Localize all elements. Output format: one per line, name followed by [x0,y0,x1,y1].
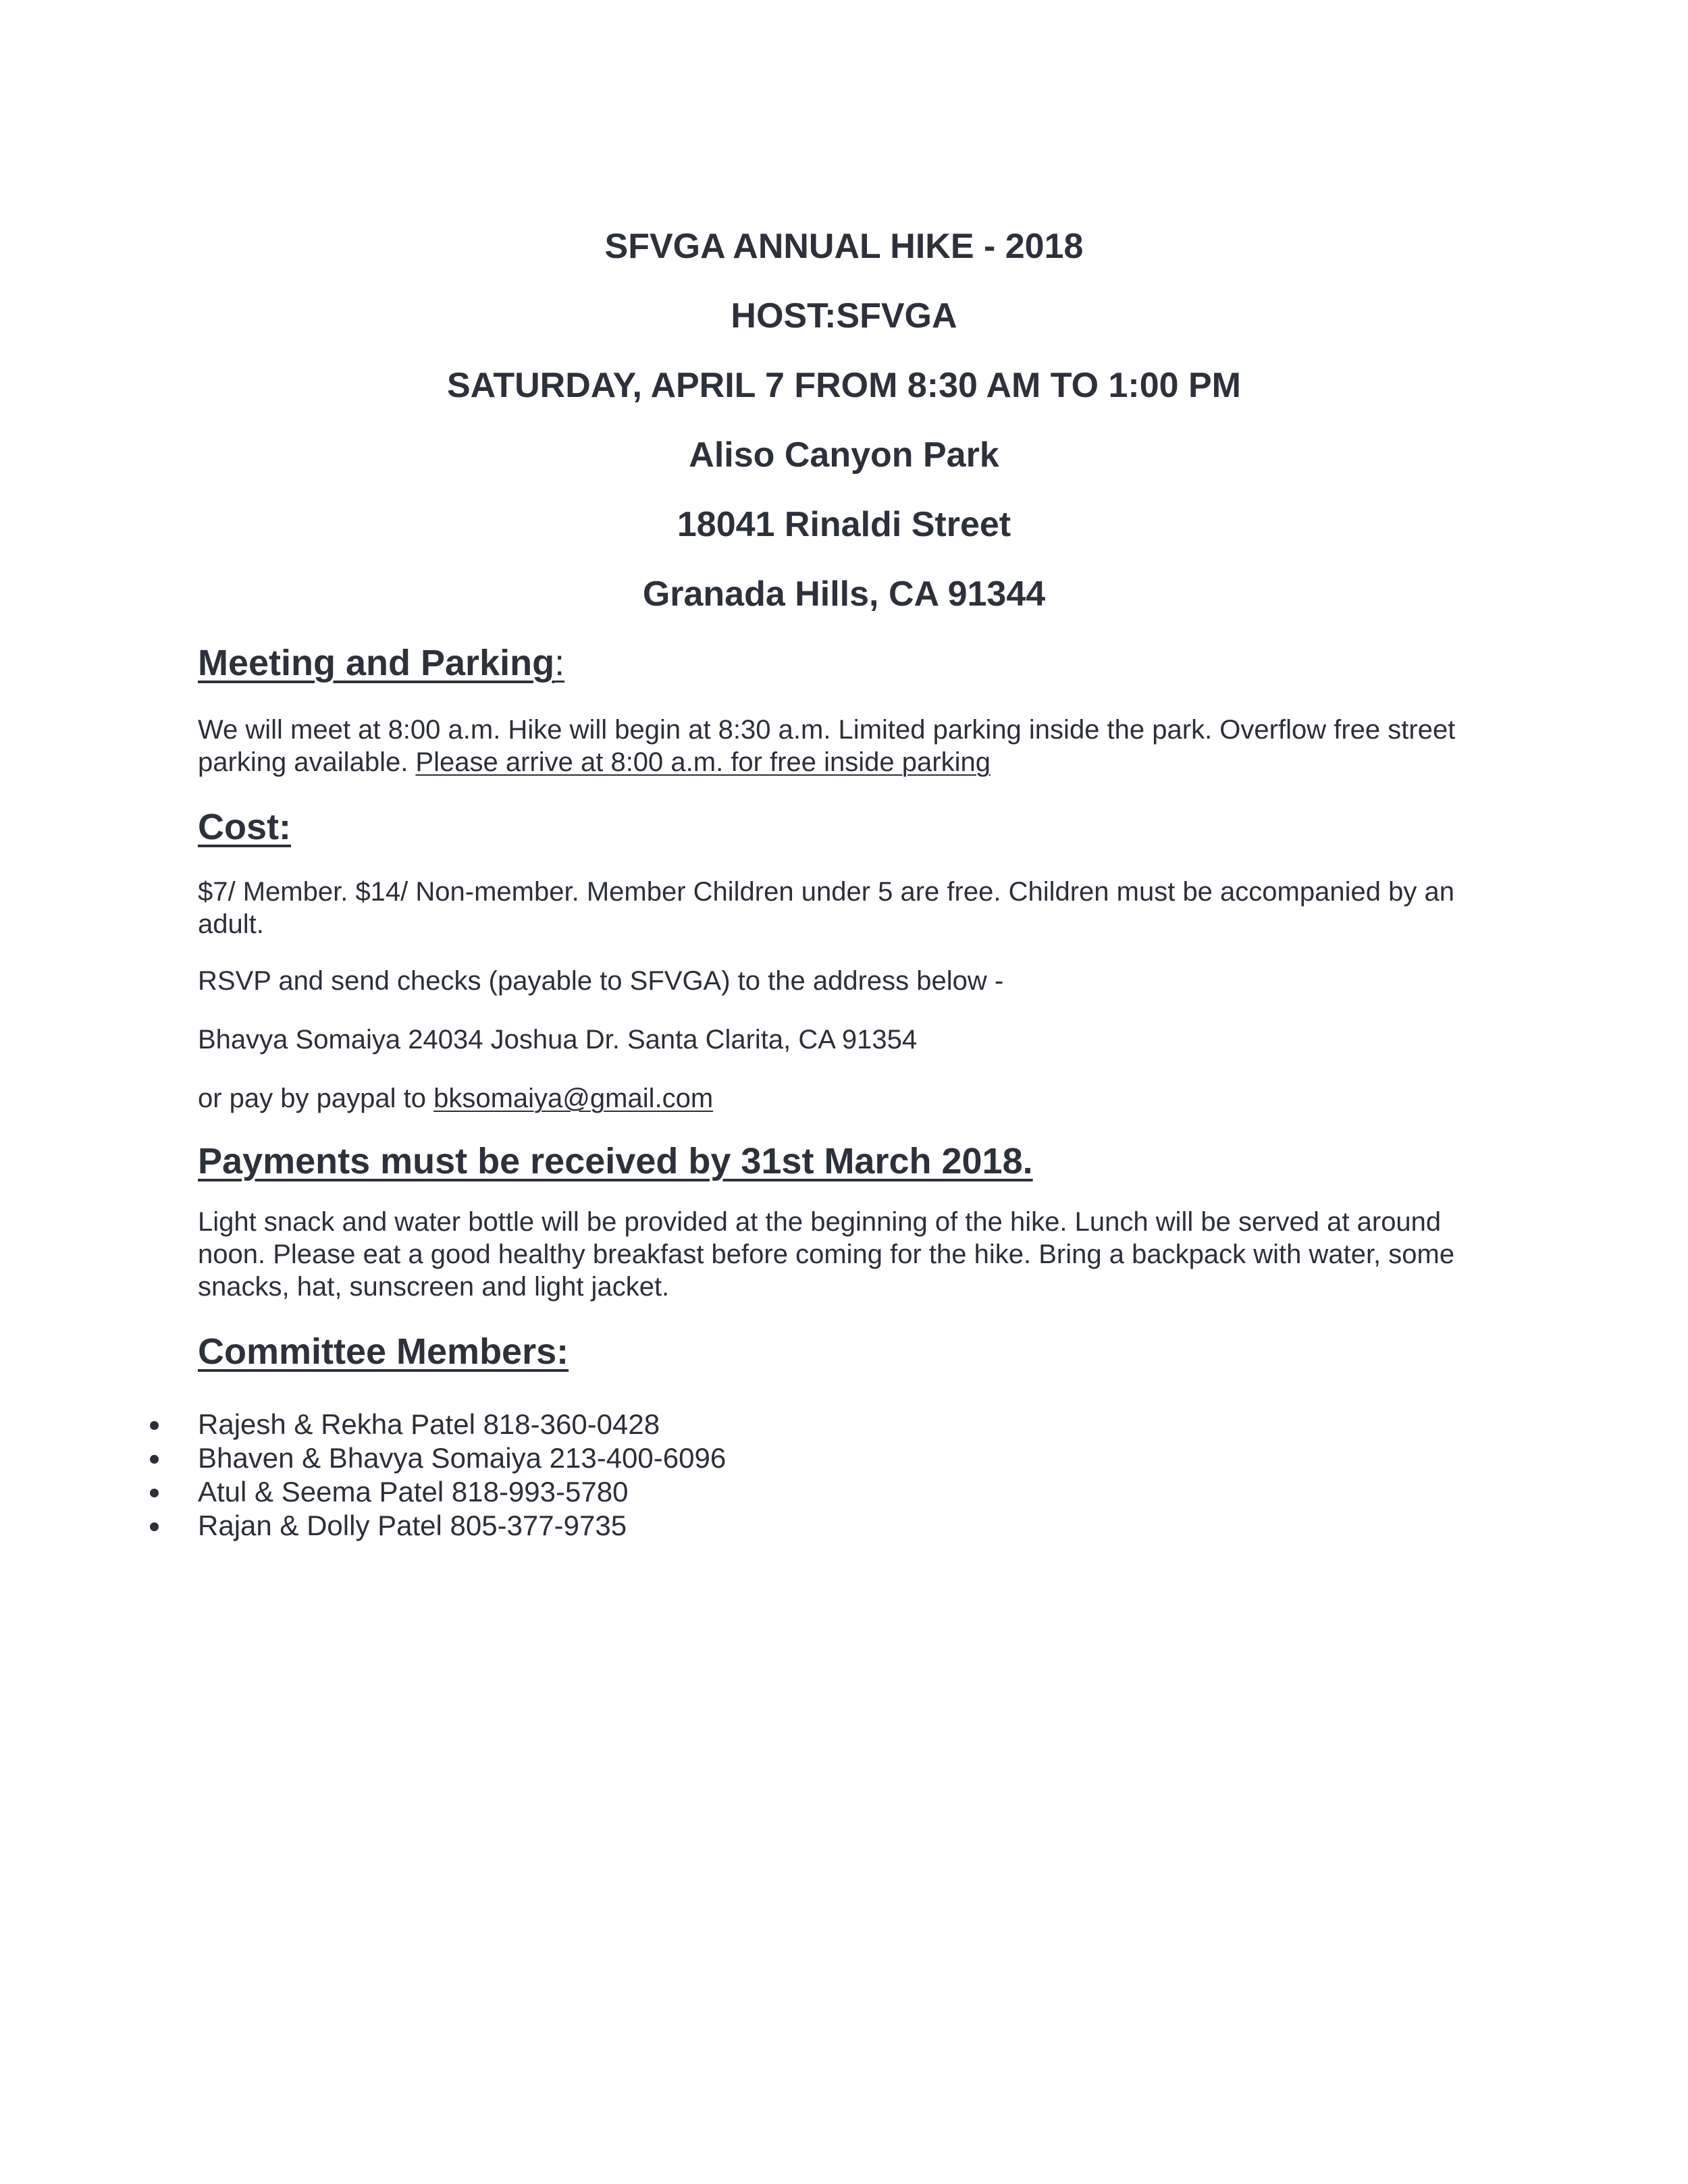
list-item [0,1441,1688,1475]
committee-member: Rajan & Dolly Patel 805-377-9735 [198,1510,627,1541]
event-street: 18041 Rinaldi Street [677,505,1011,544]
paypal-email-link[interactable]: bksomaiya@gmail.com [433,1084,714,1113]
event-city: Granada Hills, CA 91344 [642,575,1046,614]
meeting-text: We will meet at 8:00 a.m. Hike will begin at 8:30 a.m. Limited parking inside the park. Overflow free street parking available. [198,715,1456,777]
event-date-time: SATURDAY, APRIL 7 FROM 8:30 AM TO 1:00 PM [446,366,1242,405]
cost-heading [198,806,291,848]
meeting-heading-colon: : [554,643,565,683]
list-item [0,1408,1688,1441]
list-item [0,1509,1688,1543]
cost-paragraph: $7/ Member. $14/ Non-member. Member Children under 5 are free. Children must be accompanied by an adult. [198,877,1454,939]
event-host: HOST:SFVGA [731,296,957,336]
list-item [0,1475,1688,1509]
cost-heading-text: Cost: [198,807,291,847]
committee-member: Atul & Seema Patel 818-993-5780 [198,1476,629,1508]
committee-member: Bhaven & Bhavya Somaiya 213-400-6096 [198,1442,727,1474]
payments-heading [198,1140,1033,1182]
meeting-heading [198,642,564,684]
provisions-paragraph: Light snack and water bottle will be provided at the beginning of the hike. Lunch will be served at around noon. Please eat a good healthy breakfast before coming for the hike. Bring a backpack with water, some snacks, hat, sunscreen and light jacket. [198,1207,1455,1302]
meeting-heading-text: Meeting and Parking [198,643,555,683]
event-title: SFVGA ANNUAL HIKE - 2018 [604,227,1084,266]
rsvp-paragraph: RSVP and send checks (payable to SFVGA) to the address below - [198,966,1004,996]
event-venue: Aliso Canyon Park [689,435,999,475]
bullet-icon [150,1489,159,1497]
committee-heading-text: Committee Members: [198,1331,569,1372]
meeting-paragraph [198,714,1501,778]
bullet-icon [150,1421,159,1430]
payments-heading-text: Payments must be received by 31st March 2018. [198,1141,1033,1181]
paypal-paragraph [198,1082,1501,1115]
mailing-address: Bhavya Somaiya 24034 Joshua Dr. Santa Clarita, CA 91354 [198,1025,918,1055]
arrival-note: Please arrive at 8:00 a.m. for free inside parking [415,747,991,777]
committee-list [0,1408,1688,1543]
committee-heading [198,1331,569,1373]
committee-member: Rajesh & Rekha Patel 818-360-0428 [198,1408,660,1440]
bullet-icon [150,1522,159,1531]
paypal-prefix: or pay by paypal to [198,1084,434,1113]
bullet-icon [150,1455,159,1464]
